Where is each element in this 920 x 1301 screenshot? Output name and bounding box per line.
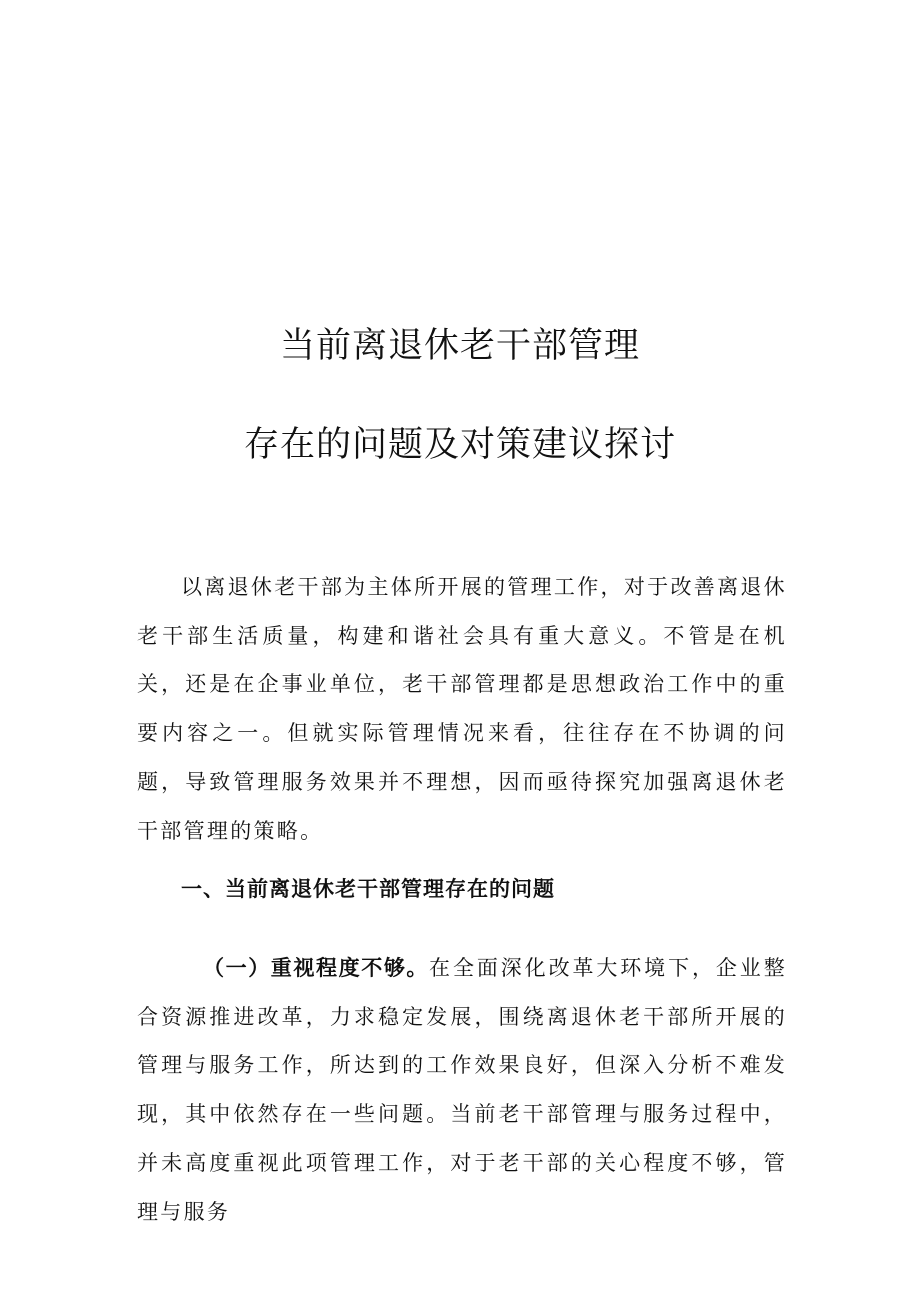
- document-title-line-2: 存在的问题及对策建议探讨: [243, 425, 676, 465]
- subsection-body-text: 在全面深化改革大环境下，企业整合资源推进改革，力求稳定发展，围绕离退休老干部所开展的管理与服务工作，所达到的工作效果良好，但深入分析不难发现，其中依然存在一些问题。当前老干部管理与服务过程中，并未高度重视此项管理工作，对于老干部的关心程度不够，管理与服务: [137, 956, 788, 1224]
- document-title-line-1: 当前离退休老干部管理: [279, 326, 640, 366]
- subsection-paragraph: [137, 944, 787, 1236]
- section-heading: 一、当前离退休老干部管理存在的问题: [181, 877, 555, 901]
- subsection-title: （一）重视程度不够。: [203, 956, 430, 980]
- intro-paragraph: 以离退休老干部为主体所开展的管理工作，对于改善离退休老干部生活质量，构建和谐社会具有重大意义。不管是在机关，还是在企事业单位，老干部管理都是思想政治工作中的重要内容之一。但就实际管理情况来看，往往存在不协调的问题，导致管理服务效果并不理想，因而亟待探究加强离退休老干部管理的策略。: [137, 575, 787, 843]
